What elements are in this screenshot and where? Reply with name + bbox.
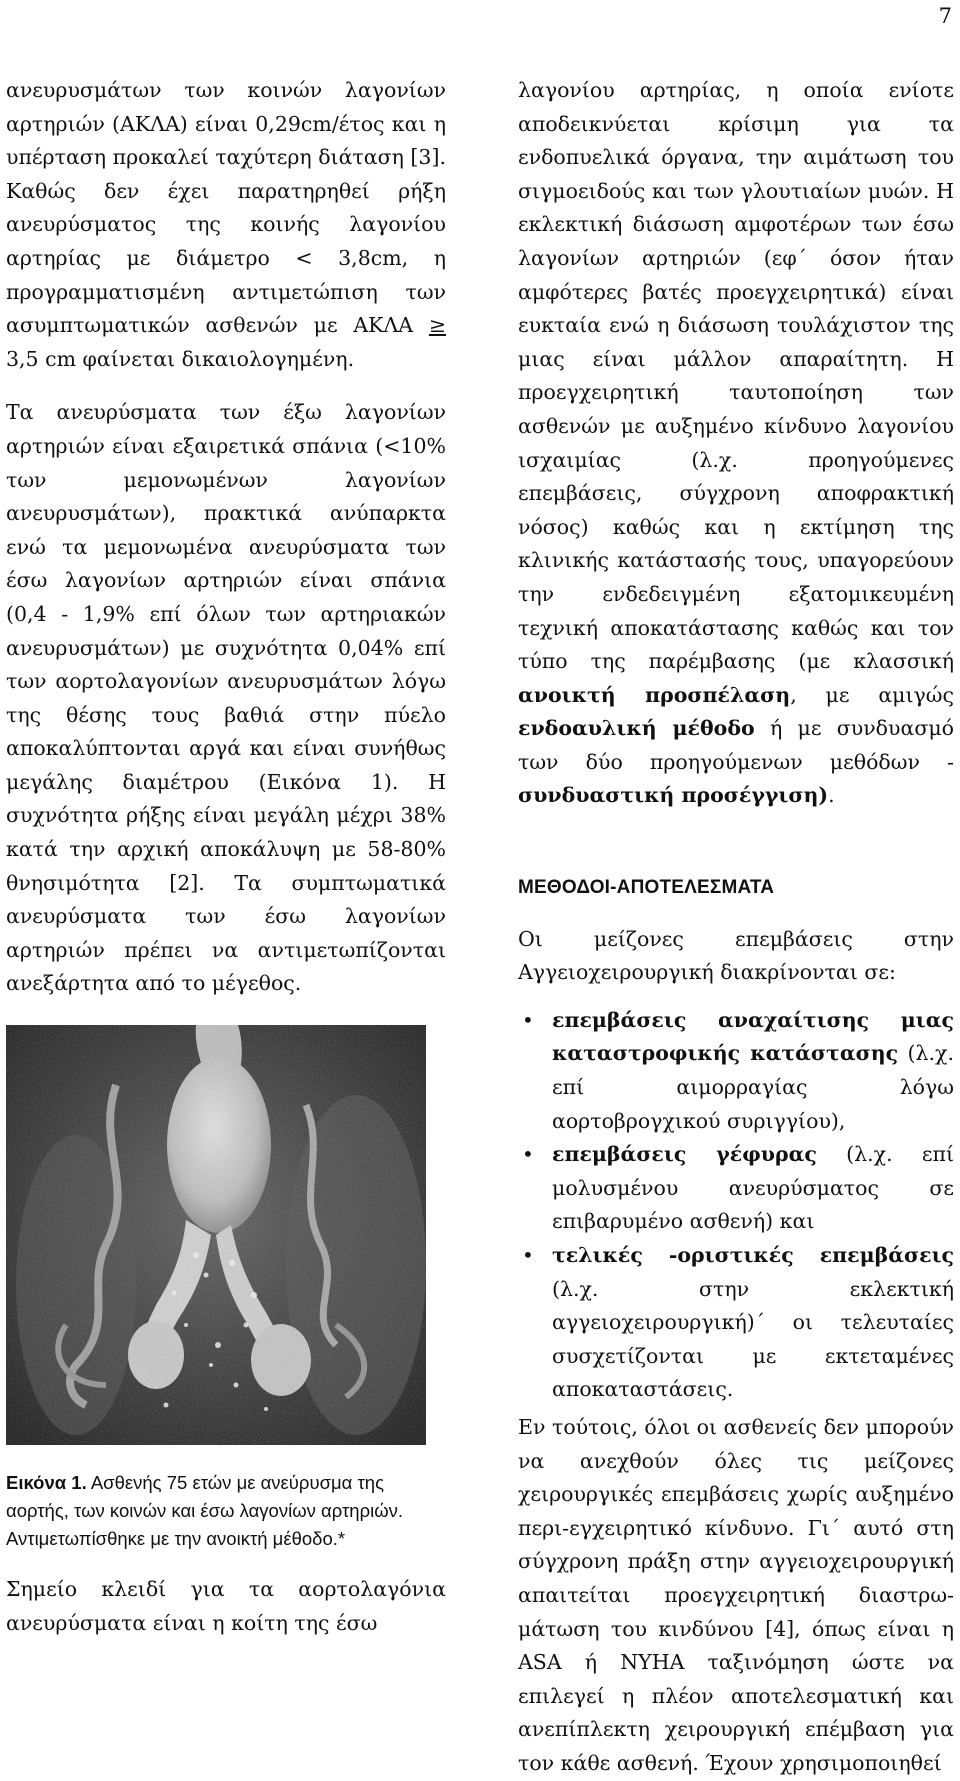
- left-paragraph-1: ανευρυσμάτων των κοινών λαγονίων αρτηριών (ΑΚΛΑ) είναι 0,29cm/έτος και η υπέρταση προκαλεί ταχύτερη διάταση [3]. Καθώς δεν έχει παρατηρηθεί ρήξη ανευρύσματος της κοινής λαγονίου αρτηρίας με διάμετρο < 3,8cm, η προγραμματισμένη αντιμετώπιση των ασυμπτωματικών ασθενών με ΑΚΛΑ ≥ 3,5 cm φαίνεται δικαιολογημένη.: [6, 78, 446, 371]
- hybrid-term: συνδυαστική προσέγγιση): [518, 783, 829, 808]
- angiography-image: [6, 1025, 426, 1445]
- endovascular-term: ενδοαυλική μέθοδο: [518, 716, 755, 741]
- list-item: • επεμβάσεις αναχαίτισης μιας καταστροφικής κατάστασης (λ.χ. επί αιμορραγίας λόγω αορτοβρογχικού συριγγίου),: [518, 1004, 954, 1138]
- ge-symbol: ≥: [428, 313, 446, 338]
- bullet-icon: •: [522, 1142, 534, 1167]
- section-heading: ΜΕΘΟΔΟΙ-ΑΠΟΤΕΛΕΣΜΑΤΑ: [518, 877, 775, 899]
- bullet-icon: •: [522, 1007, 534, 1032]
- bullet-list: [518, 1004, 954, 1407]
- right-paragraph-2: Εν τούτοις, όλοι οι ασθενείς δεν μπορούν να ανεχθούν όλες τις μείζονες χειρουργικές επεμβάσεις χωρίς αυξημένο περι-εγχειρητικό κίνδυνο. Γι΄ αυτό στη σύγχρονη πράξη στην αγγειοχειρουργική απαιτείται προεγχειρητική διαστρω-μάτωση του κινδύνου [4], όπως είναι η ASA ή NYHA ταξινόμηση ώστε να επιλεγεί η πλέον αποτελεσματική και ανεπίπλεκτη χειρουργική επέμβαση για τον κάθε ασθενή. Έχουν χρησιμοποιηθεί: [518, 1414, 954, 1775]
- right-column: [518, 74, 954, 1781]
- right-intro: Οι μείζονες επεμβάσεις στην Αγγειοχειρουργική διακρίνονται σε:: [518, 926, 954, 985]
- bullet-icon: •: [522, 1243, 534, 1267]
- left-paragraph-2: Τα ανευρύσματα των έξω λαγονίων αρτηριών είναι εξαιρετικά σπάνια (<10% των μεμονωμένων λαγονίων ανευρυσμάτων), πρακτικά ανύπαρκτα ενώ τα μεμονωμένα ανευρύσματα των έσω λαγονίων αρτηριών είναι σπάνια (0,4 - 1,9% επί όλων των αρτηριακών ανευρυσμάτων) με συχνότητα 0,04% επί των αορτολαγονίων ανευρυσμάτων λόγω της θέσης τους βαθιά στην πύελο αποκαλύπτονται αργά και είναι συνήθως μεγάλης διαμέτρου (Εικόνα 1). Η συχνότητα ρήξης είναι μεγάλη μέχρι 38% κατά την αρχική αποκάλυψη με 58-80% θνησιμότητα [2]. Τα συμπτωματικά ανευρύσματα των έσω λαγονίων αρτηριών πρέπει να αντιμετωπίζονται ανεξάρτητα από το μέγεθος.: [6, 400, 446, 996]
- page-number: 7: [938, 4, 952, 28]
- list-item: • τελικές -οριστικές επεμβάσεις (λ.χ. στην εκλεκτική αγγειοχειρουργική)΄ οι τελευταίες συσχετίζονται με εκτεταμένες αποκαταστάσεις.: [518, 1239, 954, 1407]
- list-item: • επεμβάσεις γέφυρας (λ.χ. επί μολυσμένου ανευρύσματος σε επιβαρυμένο ασθενή) και: [518, 1138, 954, 1239]
- open-approach-term: ανοικτή προσπέλαση: [518, 682, 791, 707]
- left-column: [6, 74, 446, 1640]
- figure-caption: Εικόνα 1. Ασθενής 75 ετών με ανεύρυσμα της αορτής, των κοινών και έσω λαγονίων αρτηριών. Αντιμετωπίσθηκε με την ανοικτή μέθοδο.*: [6, 1472, 404, 1550]
- right-paragraph-1: λαγονίου αρτηρίας, η οποία ενίοτε αποδεικνύεται κρίσιμη για τα ενδοπυελικά όργανα, την αιμάτωση του σιγμοειδούς και των γλουτιαίων μυών. Η εκλεκτική διάσωση αμφοτέρων των έσω λαγονίων αρτηριών (εφ΄ όσον ήταν αμφότερες βατές προεγχειρητικά) είναι ευκταία ενώ η διάσωση τουλάχιστον της μιας είναι μάλλον απαραίτητη. Η προεγχειρητική ταυτοποίηση των ασθενών με αυξημένο κίνδυνο λαγονίου ισχαιμίας (λ.χ. προηγούμενες επεμβάσεις, σύγχρονη αποφρακτική νόσος) καθώς και η εκτίμηση της κλινικής κατάστασής τους, υπαγορεύουν την ενδεδειγμένη εξατομικευμένη τεχνική αποκατάστασης καθώς και τον τύπο της παρέμβασης (με κλασσική ανοικτή προσπέλαση, με αμιγώς ενδοαυλική μέθοδο ή με συνδυασμό των δύο προηγούμενων μεθόδων - συνδυαστική προσέγγιση).: [518, 78, 954, 808]
- left-paragraph-3: Σημείο κλειδί για τα αορτολαγόνια ανευρύσματα είναι η κοίτη της έσω: [6, 1577, 446, 1635]
- angiography-figure: [6, 1025, 426, 1445]
